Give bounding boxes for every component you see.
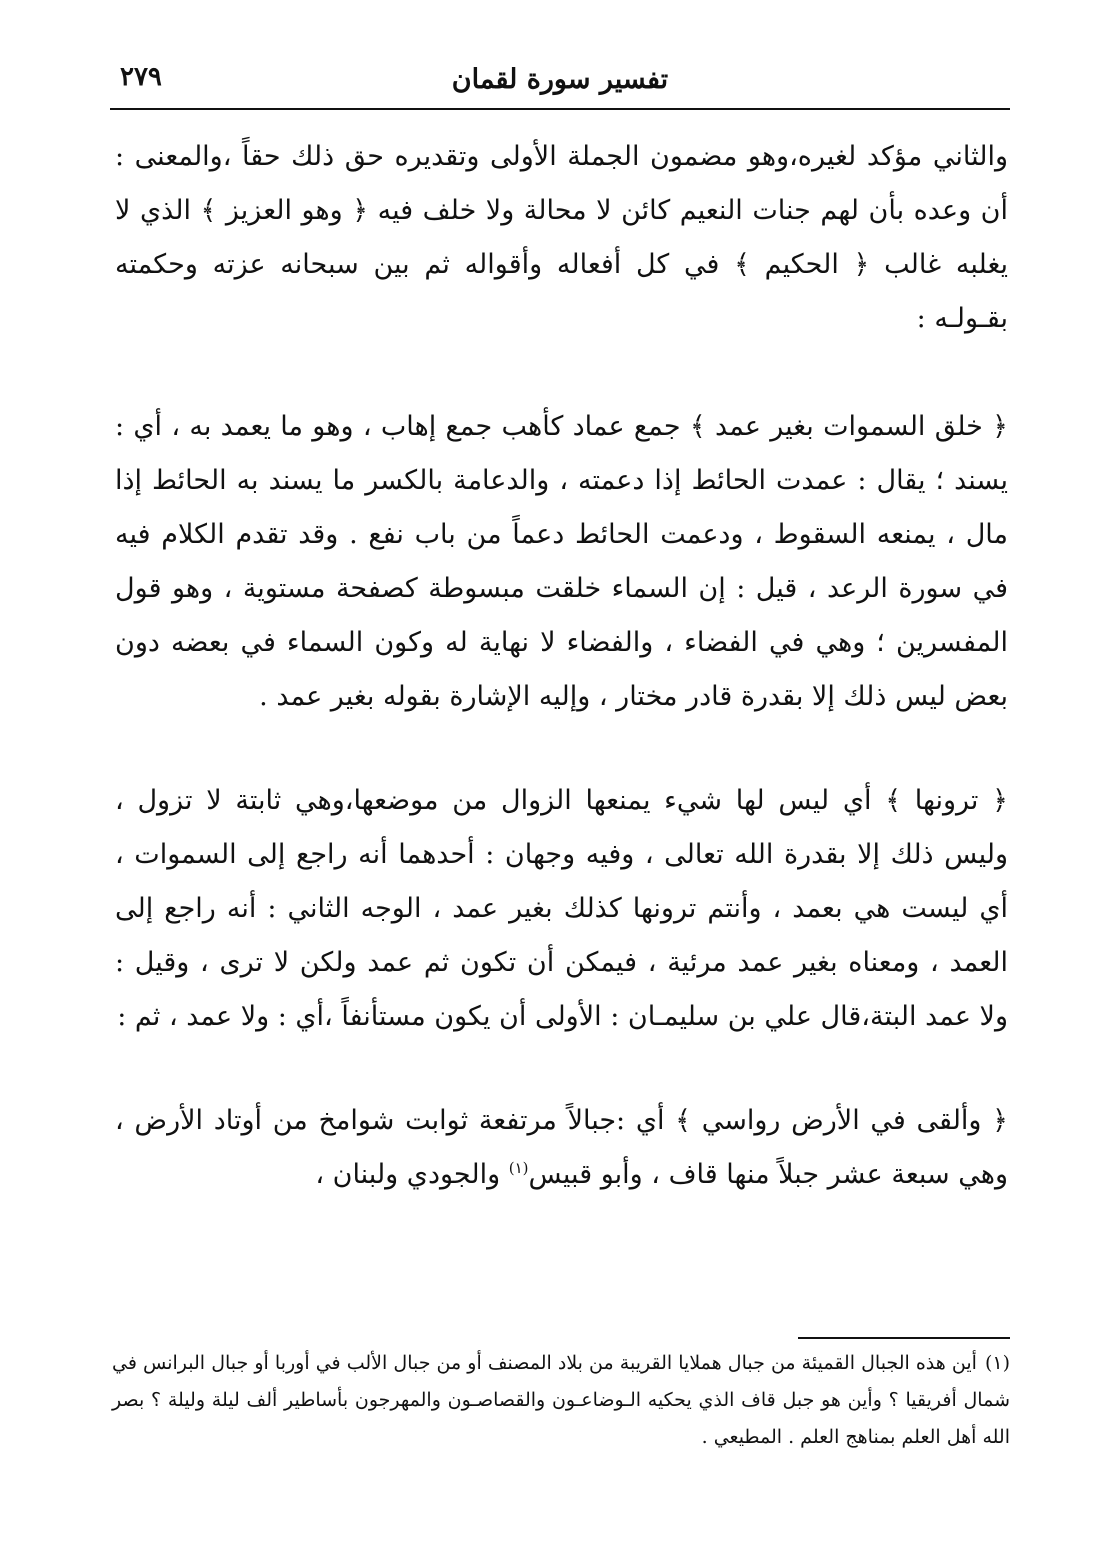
page-number: ٢٧٩	[120, 62, 162, 92]
footnote-text: أين هذه الجبال القميئة من جبال هملايا القريبة من بلاد المصنف أو من جبال الألب في أوربا أو جبال البرانس في شمال أفريقيا ؟ وأين هو جبل قاف الذي يحكيه الـوضاعـون والقصاصـون والمهرجون بأساطير ألف ليلة وليلة ؟ بصر الله أهل العلم بمناهج العلم . المطيعي .	[112, 1352, 1010, 1448]
paragraph-4	[115, 1094, 1008, 1202]
footnote	[112, 1345, 1010, 1456]
paragraph-1: والثاني مؤكد لغيره،وهو مضمون الجملة الأولى وتقديره حق ذلك حقاً ،والمعنى : أن وعده بأن لهم جنات النعيم كائن لا محالة ولا خلف فيه ﴿ وهو العزيز ﴾ الذي لا يغلبه غالب ﴿ الحكيم ﴾ في كل أفعاله وأقواله ثم بين سبحانه عزته وحكمته بقـولـه :	[115, 141, 1008, 334]
paragraph-3: ﴿ ترونها ﴾ أي ليس لها شيء يمنعها الزوال من موضعها،وهي ثابتة لا تزول ، وليس ذلك إلا بقدرة الله تعالى ، وفيه وجهان : أحدهما أنه راجع إلى السموات ، أي ليست هي بعمد ، وأنتم ترونها كذلك بغير عمد ، الوجه الثاني : أنه راجع إلى العمد ، ومعناه بغير عمد مرئية ، فيمكن أن تكون ثم عمد ولكن لا ترى ، وقيل : ولا عمد البتة،قال علي بن سليمـان : الأولى أن يكون مستأنفاً ،أي : ولا عمد ، ثم :	[115, 785, 1008, 1032]
running-title: تفسير سورة لقمان	[451, 64, 669, 95]
footnote-reference[interactable]: (١)	[508, 1159, 529, 1177]
paragraph-4-text-end: والجودي ولبنان ،	[315, 1159, 509, 1190]
footnote-divider	[798, 1337, 1010, 1339]
page-header	[110, 60, 1010, 110]
paragraph-4-text-start: ﴿ وألقى في الأرض رواسي ﴾ أي :جبالاً مرتفعة ثوابت شوامخ من أوتاد الأرض ، وهي سبعة عشر جبلاً منها قاف ، وأبو قبيس	[115, 1105, 1008, 1190]
paragraph-2: ﴿ خلق السموات بغير عمد ﴾ جمع عماد كأهب جمع إهاب ، وهو ما يعمد به ، أي : يسند ؛ يقال : عمدت الحائط إذا دعمته ، والدعامة بالكسر ما يسند به الحائط إذا مال ، يمنعه السقوط ، ودعمت الحائط دعماً من باب نفع . وقد تقدم الكلام فيه في سورة الرعد ، قيل : إن السماء خلقت مبسوطة كصفحة مستوية ، وهو قول المفسرين ؛ وهي في الفضاء ، والفضاء لا نهاية له وكون السماء في بعضه دون بعض ليس ذلك إلا بقدرة قادر مختار ، وإليه الإشارة بقوله بغير عمد .	[115, 411, 1008, 712]
main-text	[115, 130, 1008, 1252]
header-divider	[110, 108, 1010, 110]
footnote-marker: (١)	[984, 1352, 1010, 1374]
